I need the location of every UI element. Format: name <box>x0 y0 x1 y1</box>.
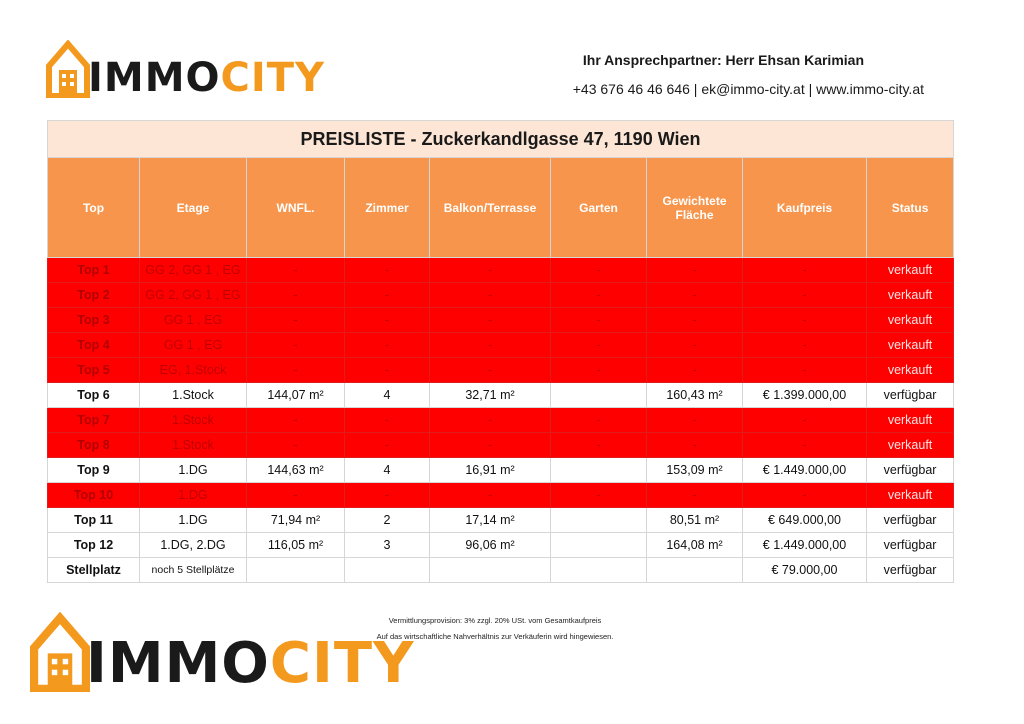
table-row <box>48 508 954 533</box>
cell-etage: noch 5 Stellplätze <box>140 558 247 583</box>
house-logo-icon <box>46 40 90 98</box>
cell-wnfl: 144,63 m² <box>247 458 345 483</box>
cell-kaufpreis: € 1.399.000,00 <box>743 383 867 408</box>
column-header: Garten <box>551 158 647 258</box>
table-title: PREISLISTE - Zuckerkandlgasse 47, 1190 Wien <box>48 121 954 158</box>
cell-kaufpreis: - <box>743 333 867 358</box>
cell-kaufpreis: € 1.449.000,00 <box>743 458 867 483</box>
column-header: Balkon/Terrasse <box>430 158 551 258</box>
cell-top: Top 8 <box>48 433 140 458</box>
cell-flaeche: - <box>647 258 743 283</box>
table-row <box>48 358 954 383</box>
cell-flaeche: 160,43 m² <box>647 383 743 408</box>
cell-balkon: - <box>430 308 551 333</box>
cell-kaufpreis: € 649.000,00 <box>743 508 867 533</box>
cell-status: verkauft <box>867 308 954 333</box>
cell-zimmer: - <box>345 258 430 283</box>
cell-kaufpreis: - <box>743 283 867 308</box>
cell-wnfl: - <box>247 358 345 383</box>
cell-etage: GG 2, GG 1 , EG <box>140 283 247 308</box>
cell-etage: 1.DG, 2.DG <box>140 533 247 558</box>
cell-status: verkauft <box>867 483 954 508</box>
column-header: Top <box>48 158 140 258</box>
cell-status: verfügbar <box>867 533 954 558</box>
cell-etage: EG, 1.Stock <box>140 358 247 383</box>
cell-garten: - <box>551 333 647 358</box>
cell-flaeche: 164,08 m² <box>647 533 743 558</box>
cell-etage: 1.Stock <box>140 383 247 408</box>
cell-flaeche: 80,51 m² <box>647 508 743 533</box>
cell-balkon: - <box>430 433 551 458</box>
house-logo-icon <box>30 612 90 692</box>
cell-top: Top 9 <box>48 458 140 483</box>
cell-kaufpreis: € 1.449.000,00 <box>743 533 867 558</box>
cell-balkon: - <box>430 483 551 508</box>
cell-zimmer: 4 <box>345 383 430 408</box>
cell-wnfl <box>247 558 345 583</box>
cell-flaeche: 153,09 m² <box>647 458 743 483</box>
cell-etage: GG 1 , EG <box>140 333 247 358</box>
price-table <box>47 120 954 583</box>
cell-kaufpreis: - <box>743 408 867 433</box>
cell-kaufpreis: - <box>743 258 867 283</box>
table-header-row <box>48 158 954 258</box>
cell-flaeche: - <box>647 283 743 308</box>
cell-zimmer: - <box>345 433 430 458</box>
cell-wnfl: - <box>247 483 345 508</box>
cell-garten <box>551 458 647 483</box>
cell-garten <box>551 533 647 558</box>
column-header: WNFL. <box>247 158 345 258</box>
cell-wnfl: 116,05 m² <box>247 533 345 558</box>
cell-etage: 1.Stock <box>140 408 247 433</box>
contact-details: +43 676 46 46 646 | ek@immo-city.at | www.immo-city.at <box>572 81 924 97</box>
logo-top <box>46 40 325 101</box>
cell-garten: - <box>551 433 647 458</box>
column-header: Status <box>867 158 954 258</box>
cell-garten: - <box>551 258 647 283</box>
table-row <box>48 533 954 558</box>
cell-zimmer: 2 <box>345 508 430 533</box>
logo-wordmark: IMMOCITY <box>86 631 415 696</box>
cell-status: verkauft <box>867 333 954 358</box>
cell-top: Top 11 <box>48 508 140 533</box>
column-header: Kaufpreis <box>743 158 867 258</box>
cell-balkon: - <box>430 358 551 383</box>
cell-flaeche: - <box>647 433 743 458</box>
footer-disclaimer: Auf das wirtschaftliche Nahverhältnis zur Verkäuferin wird hingewiesen. <box>376 632 614 641</box>
cell-top: Top 2 <box>48 283 140 308</box>
cell-top: Top 12 <box>48 533 140 558</box>
cell-balkon: 96,06 m² <box>430 533 551 558</box>
cell-flaeche: - <box>647 358 743 383</box>
cell-top: Top 1 <box>48 258 140 283</box>
cell-top: Top 10 <box>48 483 140 508</box>
cell-top: Top 4 <box>48 333 140 358</box>
table-row <box>48 433 954 458</box>
cell-wnfl: - <box>247 308 345 333</box>
cell-status: verkauft <box>867 358 954 383</box>
cell-zimmer <box>345 558 430 583</box>
cell-garten: - <box>551 483 647 508</box>
cell-wnfl: - <box>247 258 345 283</box>
column-header: Zimmer <box>345 158 430 258</box>
cell-etage: 1.DG <box>140 508 247 533</box>
cell-top: Top 6 <box>48 383 140 408</box>
cell-garten: - <box>551 308 647 333</box>
cell-zimmer: 4 <box>345 458 430 483</box>
footer-commission: Vermittlungsprovision: 3% zzgl. 20% USt. vom Gesamtkaufpreis <box>388 616 602 625</box>
cell-zimmer: - <box>345 308 430 333</box>
cell-status: verkauft <box>867 433 954 458</box>
cell-wnfl: 71,94 m² <box>247 508 345 533</box>
cell-status: verfügbar <box>867 508 954 533</box>
cell-kaufpreis: - <box>743 433 867 458</box>
table-row <box>48 283 954 308</box>
column-header: Gewichtete Fläche <box>647 158 743 258</box>
contact-name: Ihr Ansprechpartner: Herr Ehsan Karimian <box>582 52 864 68</box>
cell-kaufpreis: - <box>743 308 867 333</box>
cell-wnfl: 144,07 m² <box>247 383 345 408</box>
cell-balkon: 32,71 m² <box>430 383 551 408</box>
cell-status: verfügbar <box>867 383 954 408</box>
cell-etage: GG 1 , EG <box>140 308 247 333</box>
cell-kaufpreis: - <box>743 358 867 383</box>
cell-wnfl: - <box>247 408 345 433</box>
cell-top: Top 7 <box>48 408 140 433</box>
table-row <box>48 483 954 508</box>
table-row <box>48 458 954 483</box>
cell-wnfl: - <box>247 433 345 458</box>
cell-balkon: - <box>430 258 551 283</box>
cell-zimmer: - <box>345 333 430 358</box>
cell-garten: - <box>551 283 647 308</box>
cell-zimmer: - <box>345 483 430 508</box>
cell-balkon: - <box>430 408 551 433</box>
cell-etage: 1.DG <box>140 483 247 508</box>
cell-garten: - <box>551 358 647 383</box>
logo-bottom <box>30 612 415 696</box>
cell-zimmer: - <box>345 408 430 433</box>
cell-kaufpreis: € 79.000,00 <box>743 558 867 583</box>
cell-kaufpreis: - <box>743 483 867 508</box>
cell-etage: 1.DG <box>140 458 247 483</box>
cell-etage: GG 2, GG 1 , EG <box>140 258 247 283</box>
cell-etage: 1.Stock <box>140 433 247 458</box>
cell-garten <box>551 558 647 583</box>
cell-wnfl: - <box>247 283 345 308</box>
cell-balkon: 16,91 m² <box>430 458 551 483</box>
table-row <box>48 333 954 358</box>
table-body <box>48 258 954 583</box>
cell-status: verfügbar <box>867 458 954 483</box>
cell-flaeche: - <box>647 333 743 358</box>
cell-garten: - <box>551 408 647 433</box>
cell-garten <box>551 508 647 533</box>
cell-zimmer: 3 <box>345 533 430 558</box>
cell-balkon: - <box>430 333 551 358</box>
table-row <box>48 258 954 283</box>
cell-status: verfügbar <box>867 558 954 583</box>
column-header: Etage <box>140 158 247 258</box>
cell-flaeche: - <box>647 308 743 333</box>
cell-zimmer: - <box>345 358 430 383</box>
cell-balkon: - <box>430 283 551 308</box>
cell-wnfl: - <box>247 333 345 358</box>
table-row <box>48 308 954 333</box>
table-row <box>48 558 954 583</box>
cell-balkon <box>430 558 551 583</box>
cell-balkon: 17,14 m² <box>430 508 551 533</box>
cell-flaeche: - <box>647 408 743 433</box>
table-row <box>48 408 954 433</box>
cell-flaeche <box>647 558 743 583</box>
cell-top: Stellplatz <box>48 558 140 583</box>
cell-status: verkauft <box>867 283 954 308</box>
logo-wordmark: IMMOCITY <box>88 55 325 101</box>
cell-top: Top 5 <box>48 358 140 383</box>
cell-garten <box>551 383 647 408</box>
cell-top: Top 3 <box>48 308 140 333</box>
cell-status: verkauft <box>867 258 954 283</box>
cell-status: verkauft <box>867 408 954 433</box>
table-row <box>48 383 954 408</box>
cell-flaeche: - <box>647 483 743 508</box>
cell-zimmer: - <box>345 283 430 308</box>
